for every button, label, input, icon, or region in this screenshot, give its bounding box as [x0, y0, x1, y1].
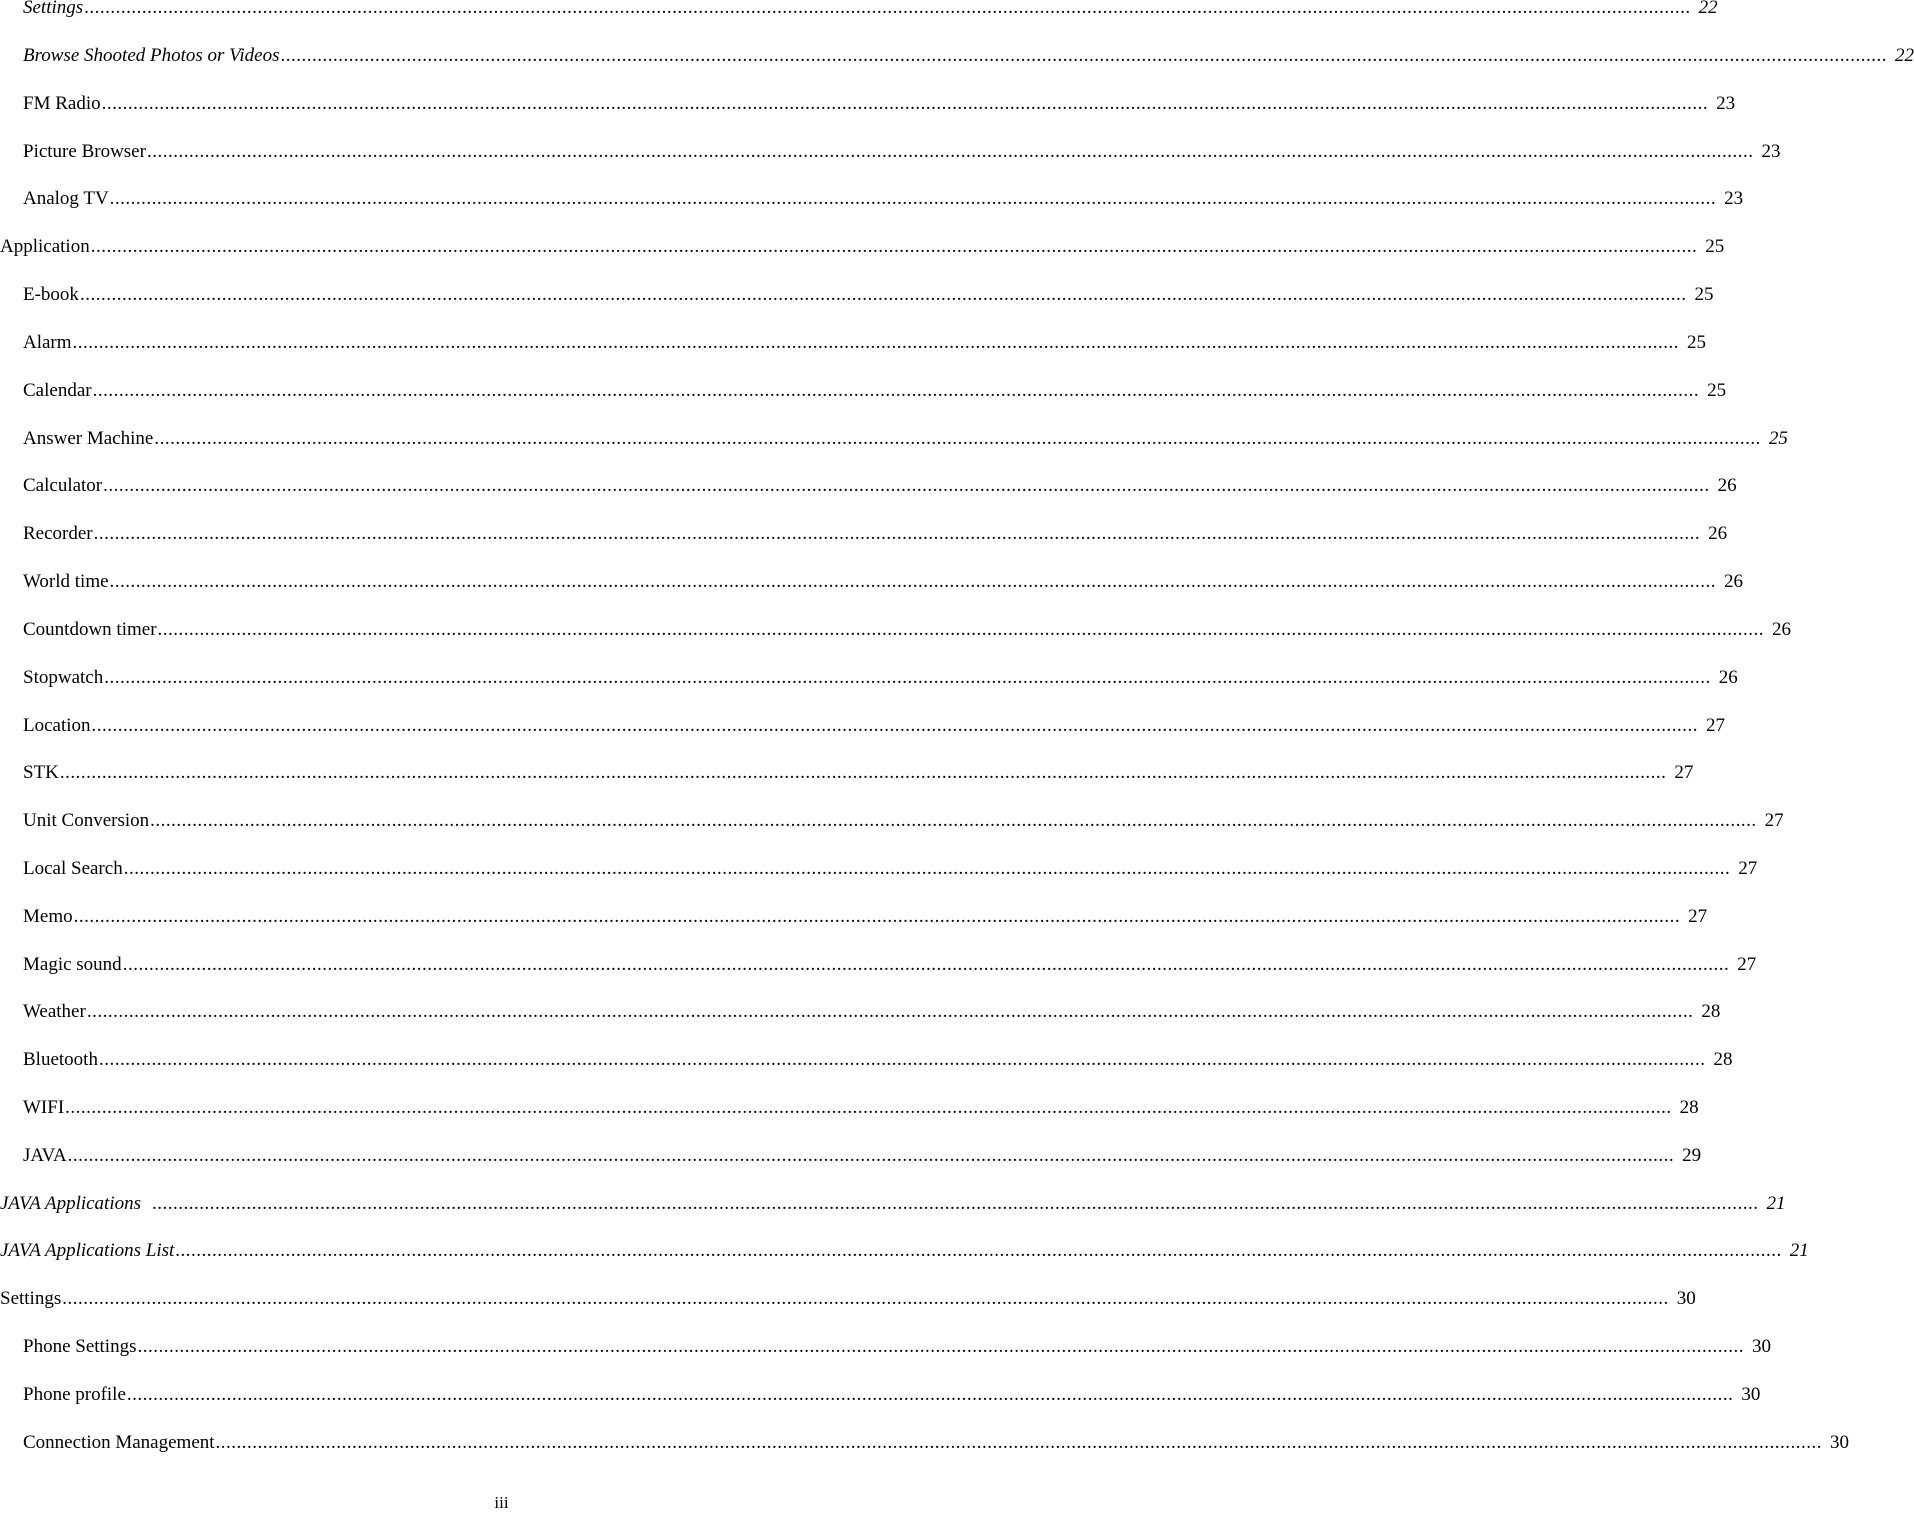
toc-entry-page: 25: [1705, 236, 1725, 257]
toc-entry[interactable]: [0, 1383, 1761, 1407]
toc-entry-label: JAVA Applications: [0, 1193, 142, 1214]
toc-entry[interactable]: [0, 618, 1792, 642]
toc-entry-label: Alarm: [23, 332, 72, 353]
toc-entry-label: Calendar: [23, 380, 92, 401]
toc-entry-page: 30: [1751, 1336, 1771, 1357]
toc-entry-label: Unit Conversion: [23, 810, 150, 831]
dot-leader: [74, 905, 1681, 929]
dot-leader: [60, 761, 1667, 785]
toc-entry[interactable]: [0, 761, 1694, 785]
dot-leader: [99, 1048, 1706, 1072]
toc-entry-page: 23: [1761, 141, 1781, 162]
toc-entry-page: 27: [1674, 762, 1694, 783]
toc-entry-label: Connection Management: [23, 1432, 215, 1453]
toc-entry[interactable]: [0, 427, 1788, 451]
toc-entry[interactable]: [0, 474, 1737, 498]
toc-entry[interactable]: [0, 44, 1914, 68]
dot-leader: [280, 44, 1887, 68]
toc-entry[interactable]: [0, 1431, 1850, 1455]
toc-entry[interactable]: [0, 953, 1757, 977]
toc-entry-page: 21: [1766, 1193, 1786, 1214]
dot-leader: [73, 331, 1680, 355]
toc-entry-label: Magic sound: [23, 954, 122, 975]
toc-entry-label: Memo: [23, 906, 73, 927]
toc-entry-page: 25: [1694, 284, 1714, 305]
toc-entry-label: World time: [23, 571, 109, 592]
toc-entry-page: 26: [1708, 523, 1728, 544]
dot-leader: [124, 857, 1731, 881]
toc-entry[interactable]: [0, 1000, 1721, 1024]
dot-leader: [103, 474, 1710, 498]
toc-entry[interactable]: [0, 379, 1727, 403]
page-number: iii: [494, 1493, 509, 1512]
toc-entry-page: 28: [1679, 1097, 1699, 1118]
toc-entry-label: Analog TV: [23, 188, 109, 209]
toc-entry-label: Settings: [0, 1288, 62, 1309]
dot-leader: [80, 283, 1687, 307]
dot-leader: [94, 522, 1701, 546]
toc-entry-page: 27: [1764, 810, 1784, 831]
toc-entry-label: Stopwatch: [23, 667, 104, 688]
toc-entry[interactable]: [0, 857, 1758, 881]
toc-entry-page: 27: [1688, 906, 1708, 927]
toc-entry-page: 21: [1789, 1240, 1809, 1261]
toc-entry-page: 23: [1724, 188, 1744, 209]
toc-entry-label: Weather: [23, 1001, 86, 1022]
toc-entry-label: E-book: [23, 284, 79, 305]
toc-entry-label: Calculator: [23, 475, 103, 496]
dot-leader: [104, 666, 1711, 690]
toc-entry-label: Answer Machine: [23, 428, 154, 449]
toc-entry[interactable]: [0, 283, 1714, 307]
dot-leader: [158, 618, 1765, 642]
toc-entry-label: Phone Settings: [23, 1336, 137, 1357]
toc-entry[interactable]: [0, 809, 1784, 833]
toc-entry-page: 27: [1706, 715, 1726, 736]
toc-entry[interactable]: [0, 570, 1744, 594]
dot-leader: [123, 953, 1730, 977]
dot-leader: [87, 1000, 1694, 1024]
toc-entry-page: 25: [1768, 428, 1788, 449]
toc-entry[interactable]: [0, 714, 1726, 738]
toc-entry[interactable]: [0, 1048, 1733, 1072]
dot-leader: [91, 235, 1698, 259]
toc-entry-page: 27: [1738, 858, 1758, 879]
toc-entry-page: 22: [1894, 45, 1914, 66]
toc-entry-label: JAVA Applications List: [0, 1240, 175, 1261]
toc-entry-label: Local Search: [23, 858, 123, 879]
toc-entry[interactable]: [0, 1335, 1771, 1359]
toc-entry-label: Phone profile: [23, 1384, 126, 1405]
toc-entry[interactable]: [0, 1287, 1696, 1311]
toc-entry-label: WIFI: [23, 1097, 65, 1118]
toc-entry-label: Recorder: [23, 523, 93, 544]
toc-entry-page: 26: [1772, 619, 1792, 640]
dot-leader: [150, 809, 1757, 833]
toc-entry-label: Picture Browser: [23, 141, 146, 162]
toc-entry[interactable]: [0, 0, 1718, 20]
toc-entry[interactable]: [0, 1239, 1809, 1263]
toc-entry[interactable]: [0, 92, 1736, 116]
dot-leader: [93, 379, 1700, 403]
toc-entry-page: 28: [1713, 1049, 1733, 1070]
toc-entry[interactable]: [0, 331, 1707, 355]
toc-entry-label: Browse Shooted Photos or Videos: [23, 45, 280, 66]
dot-leader: [68, 1144, 1675, 1168]
dot-leader: [137, 1335, 1744, 1359]
dot-leader: [84, 0, 1691, 20]
toc-entry-page: 28: [1701, 1001, 1721, 1022]
toc-entry-page: 22: [1698, 0, 1718, 18]
toc-entry-label: Application: [0, 236, 90, 257]
toc-entry-label: Location: [23, 715, 91, 736]
dot-leader: [147, 140, 1754, 164]
toc-entry-page: 27: [1737, 954, 1757, 975]
toc-entry-page: 30: [1830, 1432, 1850, 1453]
toc-entry-page: 30: [1676, 1288, 1696, 1309]
toc-entry[interactable]: [0, 666, 1738, 690]
toc-entry-page: 25: [1687, 332, 1707, 353]
toc-entry-label: JAVA: [23, 1145, 67, 1166]
toc-entry[interactable]: [0, 1144, 1702, 1168]
dot-leader: [152, 1192, 1759, 1216]
toc-entry-page: 26: [1717, 475, 1737, 496]
toc-entry[interactable]: [0, 905, 1708, 929]
toc-entry[interactable]: [0, 235, 1725, 259]
toc-entry-label: Countdown timer: [23, 619, 157, 640]
toc-entry[interactable]: [0, 1096, 1699, 1120]
dot-leader: [65, 1096, 1672, 1120]
toc-entry-page: 23: [1716, 93, 1736, 114]
toc-entry-label: FM Radio: [23, 93, 101, 114]
toc-entry-page: 26: [1718, 667, 1738, 688]
toc-entry-page: 25: [1707, 380, 1727, 401]
dot-leader: [110, 187, 1717, 211]
toc-entry[interactable]: [0, 1192, 1786, 1216]
toc-entry[interactable]: [0, 522, 1728, 546]
dot-leader: [110, 570, 1717, 594]
toc-entry-page: 26: [1724, 571, 1744, 592]
toc-entry[interactable]: [0, 140, 1781, 164]
dot-leader: [102, 92, 1709, 116]
toc-entry-page: 30: [1741, 1384, 1761, 1405]
dot-leader: [92, 714, 1699, 738]
toc-entry-label: Settings: [23, 0, 84, 18]
dot-leader: [127, 1383, 1734, 1407]
dot-leader: [175, 1239, 1782, 1263]
toc-entry-label: STK: [23, 762, 59, 783]
dot-leader: [62, 1287, 1669, 1311]
dot-leader: [154, 427, 1761, 451]
toc-entry[interactable]: [0, 187, 1744, 211]
toc-entry-label: Bluetooth: [23, 1049, 98, 1070]
dot-leader: [216, 1431, 1823, 1455]
toc-entry-page: 29: [1682, 1145, 1702, 1166]
